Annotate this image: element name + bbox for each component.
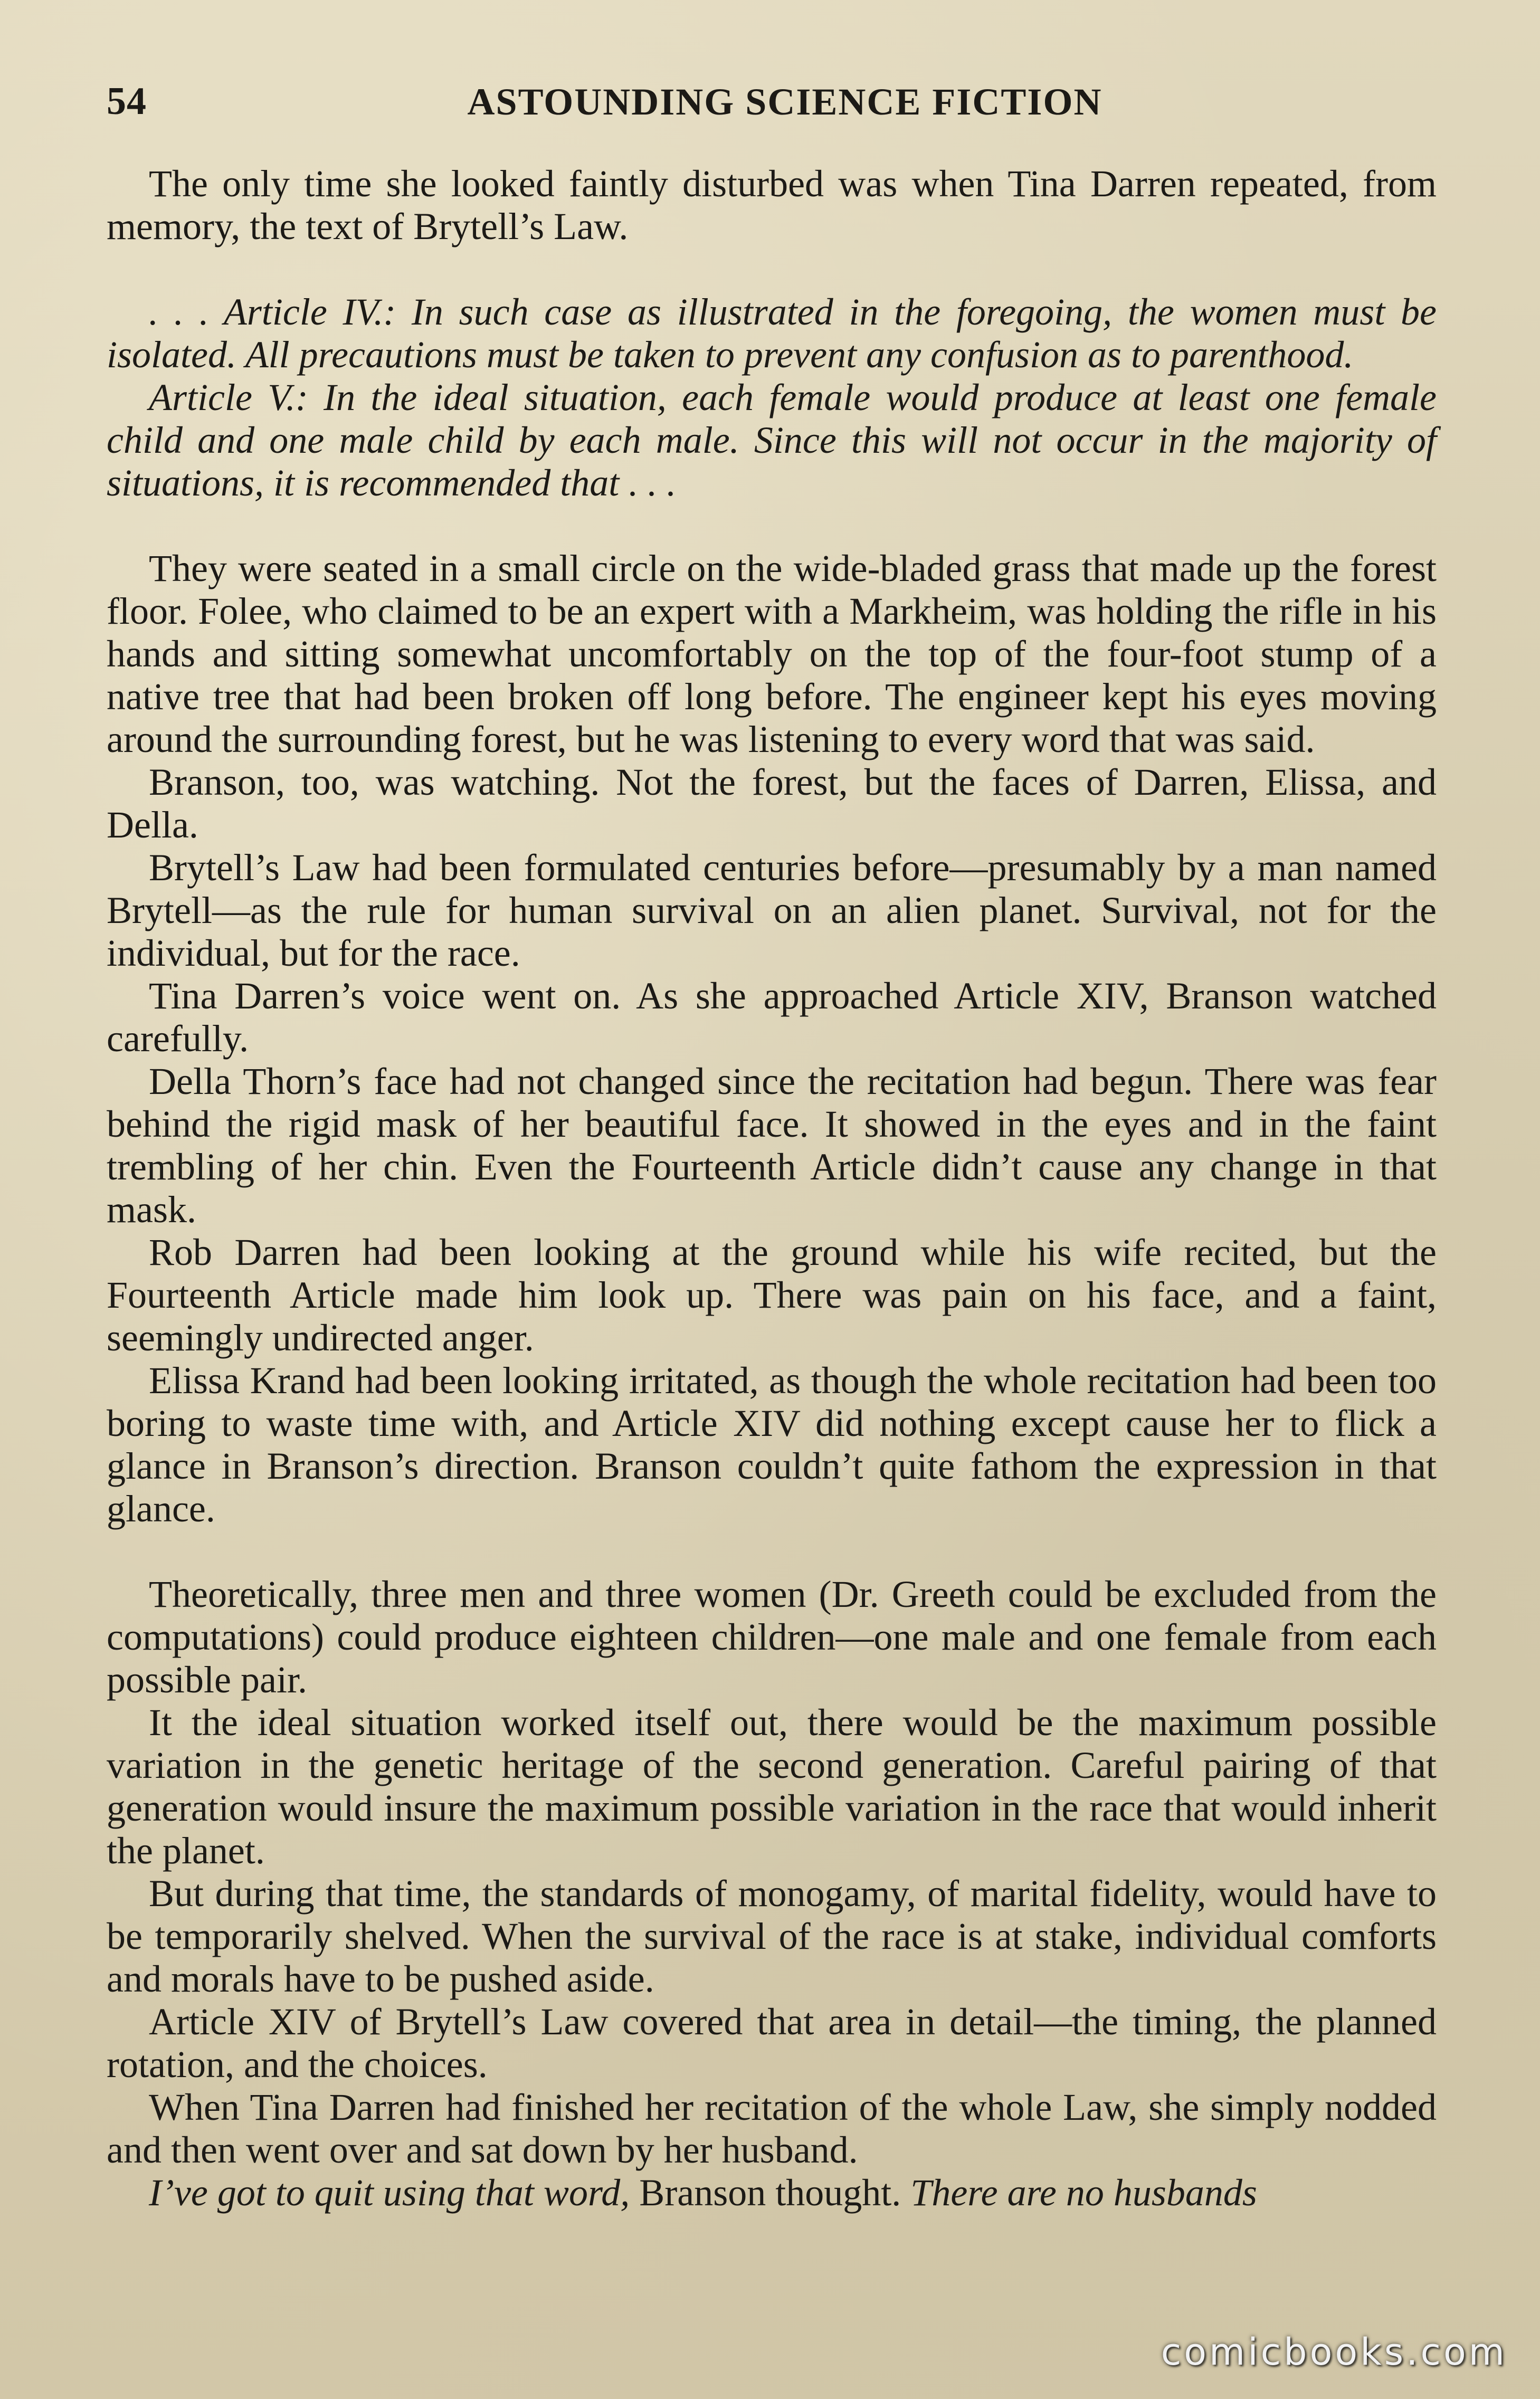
section-gap (107, 1530, 1437, 1573)
page-number: 54 (107, 80, 147, 123)
watermark: comicbooks.com (1161, 2330, 1507, 2374)
paragraph: Tina Darren’s voice went on. As she approached Article XIV, Branson watched carefully. (107, 975, 1437, 1060)
paragraph: Branson, too, was watching. Not the forest, but the faces of Darren, Elissa, and Della. (107, 761, 1437, 846)
thought-text: There are no husbands (910, 2172, 1257, 2214)
paragraph: Elissa Krand had been looking irritated, as though the whole recitation had been too boring to waste time with, and Article XIV did nothing except cause her to flick a glance in Branson’s direction. Branson couldn’t quite fathom the expression in that glance. (107, 1359, 1437, 1530)
paragraph: They were seated in a small circle on the wide-bladed grass that made up the forest floor. Folee, who claimed to be an expert with a Markheim, was holding the rifle in his hands and sitting somewhat uncomfortably on the top of the four-foot stump of a native tree that had been broken off long before. The engineer kept his eyes moving around the surrounding forest, but he was listening to every word that was said. (107, 547, 1437, 760)
last-paragraph (107, 2172, 1437, 2214)
paragraph: It the ideal situation worked itself out, there would be the maximum possible variation in the genetic heritage of the second generation. Careful pairing of that generation would insure the maximum possible variation in the race that would inherit the planet. (107, 1701, 1437, 1872)
paragraph: Rob Darren had been looking at the ground while his wife recited, but the Fourteenth Article made him look up. There was pain on his face, and a faint, seemingly undirected anger. (107, 1231, 1437, 1359)
paragraph: Theoretically, three men and three women (Dr. Greeth could be excluded from the computations) could produce eighteen children—one male and one female from each possible pair. (107, 1573, 1437, 1701)
paragraph: The only time she looked faintly disturbed was when Tina Darren repeated, from memory, the text of Brytell’s Law. (107, 163, 1437, 247)
book-page (107, 79, 1437, 2354)
paragraph: When Tina Darren had finished her recitation of the whole Law, she simply nodded and then went over and sat down by her husband. (107, 2086, 1437, 2171)
section-gap (107, 504, 1437, 547)
quoted-article: . . . Article IV.: In such case as illustrated in the foregoing, the women must be isolated. All precautions must be taken to prevent any confusion as to parenthood. (107, 291, 1437, 376)
narration-text: Branson thought. (630, 2172, 911, 2214)
running-title: ASTOUNDING SCIENCE FICTION (467, 81, 1102, 123)
thought-text: I’ve got to quit using that word, (149, 2172, 630, 2214)
paragraph: Della Thorn’s face had not changed since the recitation had begun. There was fear behind the rigid mask of her beautiful face. It showed in the eyes and in the faint trembling of her chin. Even the Fourteenth Article didn’t cause any change in that mask. (107, 1060, 1437, 1231)
body-text (107, 163, 1437, 2214)
section-gap (107, 248, 1437, 291)
paragraph: But during that time, the standards of monogamy, of marital fidelity, would have to be temporarily shelved. When the survival of the race is at stake, individual comforts and morals have to be pushed aside. (107, 1872, 1437, 2000)
page-header (107, 79, 1437, 137)
paragraph: Brytell’s Law had been formulated centuries before—presumably by a man named Brytell—as the rule for human survival on an alien planet. Survival, not for the individual, but for the race. (107, 846, 1437, 974)
paragraph: Article XIV of Brytell’s Law covered that area in detail—the timing, the planned rotation, and the choices. (107, 2001, 1437, 2086)
quoted-article: Article V.: In the ideal situation, each female would produce at least one female child and one male child by each male. Since this will not occur in the majority of situations, it is recommended that . . . (107, 376, 1437, 504)
